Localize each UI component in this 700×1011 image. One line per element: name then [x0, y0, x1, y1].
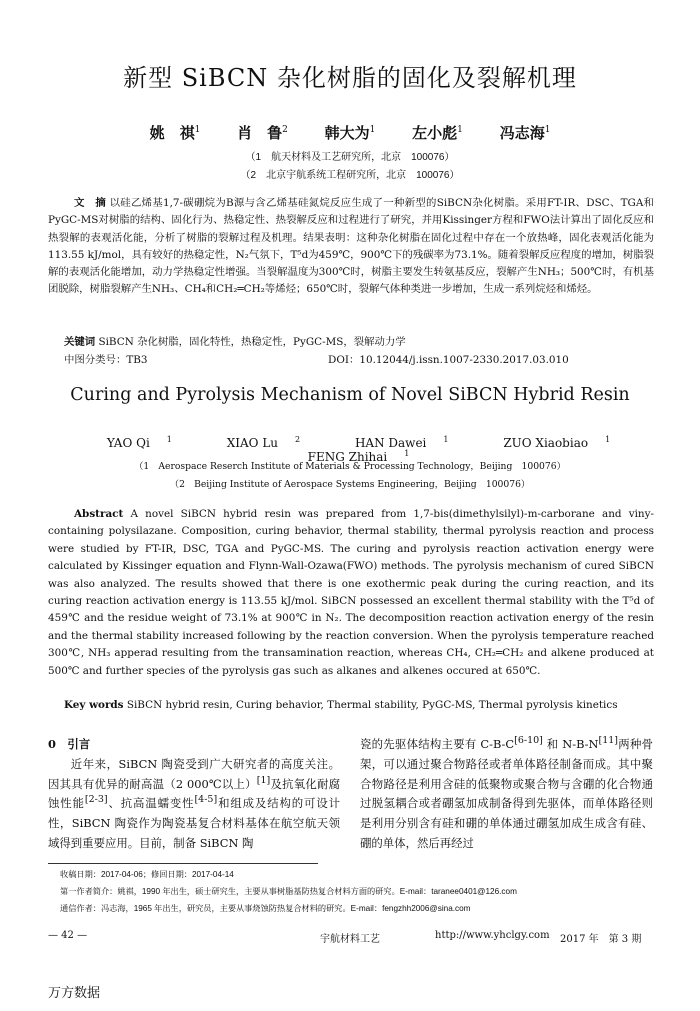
abstract-en: [48, 506, 654, 680]
abstract-cn-text: 以硅乙烯基1,7-碳硼烷为B源与含乙烯基硅氮烷反应生成了一种新型的SiBCN杂化树脂。采用FT-IR、DSC、TGA和PyGC-MS对树脂的结构、固化行为、热稳定性、热裂解反应和过程进行了研究，并用Kissinger方程和FWO法计算出了固化反应和热裂解的表观活化能，分析了树脂的裂解过程及机理。结果表明：这种杂化树脂在固化过程中存在一个放热峰，固化表观活化能为113.55 kJ/mol，具有较好的热稳定性，N₂气氛下，T⁵d为459℃，900℃下的残碳率为73.1%。随着裂解反应程度的增加，树脂裂解的表观活化能增加，动力学热稳定性增强。当裂解温度为300℃时，树脂主要发生转氨基反应，裂解产生NH₃；500℃时，有机基团脱除，树脂裂解产生NH₃、CH₄和CH₂═CH₂等烯烃；650℃时，裂解气体种类进一步增加，生成一系列烷烃和烯烃。: [48, 197, 654, 296]
author-cn-4: 左小彪$^1$: [412, 124, 463, 142]
title-en: Curing and Pyrolysis Mechanism of Novel SiBCN Hybrid Resin: [70, 385, 630, 405]
author-cn-5: 冯志海$^1$: [499, 124, 551, 142]
page-number: — 42 —: [48, 930, 88, 941]
keywords-cn-text: SiBCN 杂化树脂，固化特性，热稳定性，PyGC-MS，裂解动力学: [98, 336, 406, 348]
abstract-en-text: A novel SiBCN hybrid resin was prepared from 1,7-bis(dimethylsilyl)-m-carborane and viny-containing polysilazane. Composition, curing behavior, thermal stability, thermal pyrolysis reaction and process were studied by FT-IR, DSC, TGA and PyGC-MS. The curing and pyrolysis reaction activation energy were calculated by Kissinger equation and Flynn-Wall-Ozawa(FWO) methods. The pyrolysis mechanism of cured SiBCN was also analyzed. The results showed that there is one exothermic peak during the curing reaction, and its curing reaction activation energy is 113.55 kJ/mol. SiBCN possessed an excellent thermal stability with the T⁵d of 459℃ and the residue weight of 73.1% at 900℃ in N₂. The decomposition reaction activation energy of the resin and the thermal stability increased following by the reaction conversion. When the pyrolysis temperature reached 300℃, NH₃ apperad resulting from the transamination reaction, whereas CH₄, CH₂═CH₂ and alkene produced at 500℃ and further species of the pyrolysis gas such as alkanes and alkenes occured at 650℃.: [48, 508, 654, 677]
keywords-en-text: SiBCN hybrid resin, Curing behavior, Thermal stability, PyGC-MS, Thermal pyrolysis kinetics: [126, 699, 618, 711]
affiliation-en-2: （2 Beijing Institute of Aerospace Systems Engineering，Beijing 100076）: [169, 479, 531, 490]
author-cn-1: 姚 祺$^1$: [149, 124, 201, 142]
author-en-3: HAN Dawei $^1$: [354, 435, 449, 450]
section-heading-intro: 0 引言: [48, 737, 91, 751]
affiliation-cn-2: （2 北京宇航系统工程研究所，北京 100076）: [240, 170, 460, 181]
affiliation-en-1: （1 Aerospace Reserch Institute of Materials & Processing Technology，Beijing 100076）: [134, 461, 566, 472]
footnote-dates: 收稿日期：2017-04-06；修回日期：2017-04-14: [60, 870, 234, 879]
journal-name: 宇航材料工艺: [320, 934, 380, 945]
classification-row: [64, 351, 664, 366]
abstract-cn: [48, 195, 654, 299]
author-en-4: ZUO Xiaobiao $^1$: [503, 435, 611, 450]
keywords-en: [64, 699, 664, 711]
intro-right-column: 瓷的先驱体结构主要有 C-B-C[6-10] 和 N-B-N[11]两种骨架，可以通过聚合物路径或者单体路径制备而成。其中聚合物路径是利用含硅的低聚物或聚合物与含硼的化合物通过脱氢耦合或者硼氢加成制备得到先驱体，而单体路径则是利用分别含有硅和硼的单体通过硼氢加成生成含有硅、硼的单体，然后再经过: [360, 735, 653, 850]
intro-paragraph: 近年来，SiBCN 陶瓷受到广大研究者的高度关注。因其具有优异的耐高温（2 000℃以上）[1]及抗氧化耐腐蚀性能[2-3]、抗高温蠕变性[4-5]和组成及结构的可设计性，SiBCN 陶瓷作为陶瓷基复合材料基体在航空航天领域得到重要应用。目前，制备 SiBCN 陶: [48, 756, 340, 850]
keywords-en-label: Key words: [64, 699, 124, 711]
footnote-corresponding: 通信作者：冯志海，1965 年出生，研究员，主要从事烧蚀防热复合材料的研究。E-mail：fengzhh2006@sina.com: [60, 904, 471, 913]
abstract-cn-label: 文 摘: [74, 197, 107, 209]
watermark: 万方数据: [48, 986, 101, 1001]
journal-url: http://www.yhclgy.com: [435, 930, 550, 941]
author-en-2: XIAO Lu $^2$: [226, 435, 301, 450]
class-number: 中图分类号：TB3: [64, 354, 148, 366]
author-cn-3: 韩大为$^1$: [324, 124, 376, 142]
intro-left-column: [48, 735, 340, 854]
affiliation-cn-1: （1 航天材料及工艺研究所，北京 100076）: [245, 152, 455, 163]
authors-cn: [0, 122, 700, 143]
keywords-cn: [64, 333, 664, 348]
title-cn: 新型 SiBCN 杂化树脂的固化及裂解机理: [123, 64, 577, 92]
keywords-cn-label: 关键词: [64, 336, 96, 348]
footnote-first-author: 第一作者简介：姚祺，1990 年出生，硕士研究生，主要从事树脂基防热复合材料方面的研究。E-mail：taranee0401@126.com: [60, 887, 517, 896]
journal-issue: 2017 年 第 3 期: [560, 934, 642, 945]
page-footer: [48, 930, 654, 945]
footnote-rule: [48, 863, 318, 864]
doi: DOI：10.12044/j.issn.1007-2330.2017.03.010: [328, 354, 569, 366]
author-en-5: FENG Zhihai $^1$: [307, 449, 410, 464]
author-en-1: YAO Qi $^1$: [106, 435, 172, 450]
abstract-en-label: Abstract: [74, 508, 124, 520]
author-cn-2: 肖 鲁$^2$: [237, 124, 288, 142]
